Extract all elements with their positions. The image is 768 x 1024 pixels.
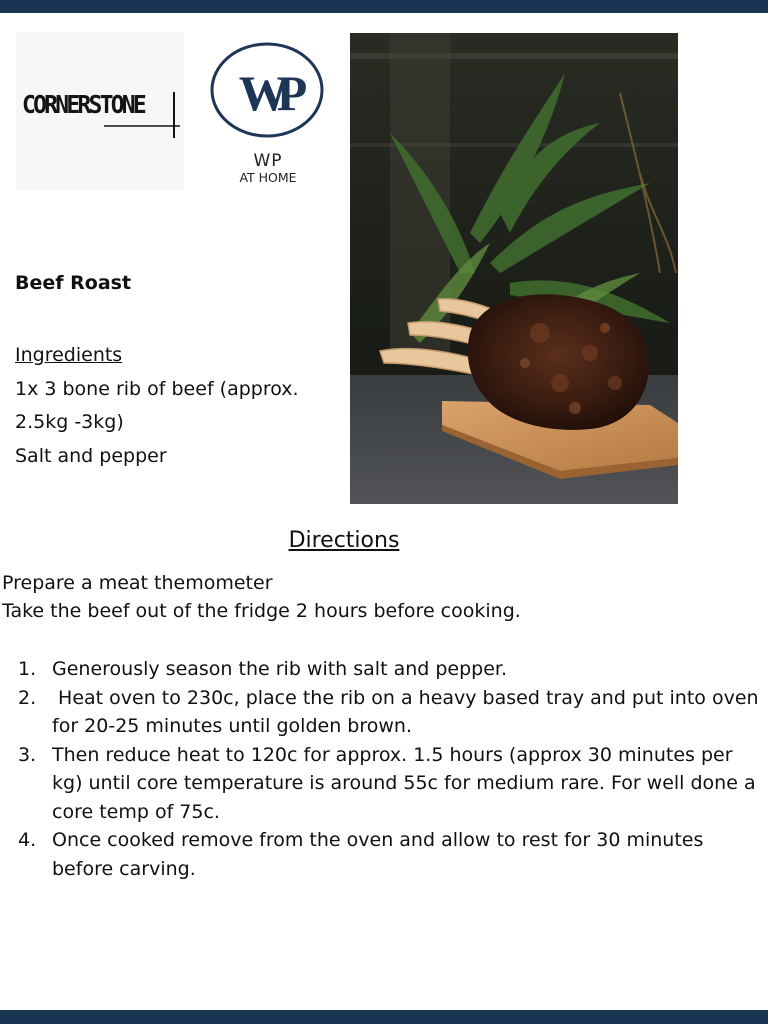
wp-tagline: AT HOME	[239, 169, 297, 185]
recipe-title: Beef Roast	[15, 272, 132, 294]
directions-heading: Directions	[288, 528, 400, 553]
step-item	[0, 655, 768, 684]
wp-logo-emblem	[209, 42, 325, 138]
cornerstone-logo-text: CORNERSTONE	[22, 90, 144, 119]
cornerstone-logo	[22, 88, 172, 140]
ingredient-line: 2.5kg -3kg)	[15, 411, 124, 433]
step-item	[0, 826, 768, 883]
ingredient-line: Salt and pepper	[15, 444, 167, 467]
step-item	[0, 741, 768, 827]
beef-roast-photo	[350, 33, 678, 504]
directions-steps	[0, 655, 768, 883]
cornerstone-logo-mark	[22, 88, 182, 140]
step-number: 3.	[18, 743, 37, 766]
step-text: Heat oven to 230c, place the rib on a heavy based tray and put into oven for 20-25 minutes until golden brown.	[52, 686, 765, 737]
wp-monogram: WP	[238, 65, 296, 121]
bottom-border-bar	[0, 1010, 768, 1024]
step-number: 1.	[18, 658, 37, 680]
step-text: Generously season the rib with salt and pepper.	[52, 658, 508, 680]
wp-name: WP	[253, 151, 283, 171]
wp-logo-text	[218, 153, 318, 184]
step-text: Once cooked remove from the oven and allow to rest for 30 minutes before carving.	[52, 829, 704, 880]
ingredient-line: 1x 3 bone rib of beef (approx.	[15, 377, 299, 400]
intro-line: Take the beef out of the fridge 2 hours before cooking.	[2, 599, 521, 622]
step-item	[0, 684, 768, 741]
step-number: 4.	[18, 829, 37, 851]
step-number: 2.	[18, 686, 37, 709]
top-border-bar	[0, 0, 768, 13]
intro-line: Prepare a meat themometer	[2, 572, 273, 594]
step-text: Then reduce heat to 120c for approx. 1.5 hours (approx 30 minutes per kg) until core temperature is around 55c for medium rare. For well done a core temp of 75c.	[52, 743, 756, 823]
ingredients-heading: Ingredients	[15, 344, 123, 366]
directions-intro	[2, 570, 521, 625]
ingredients-section	[15, 339, 299, 473]
